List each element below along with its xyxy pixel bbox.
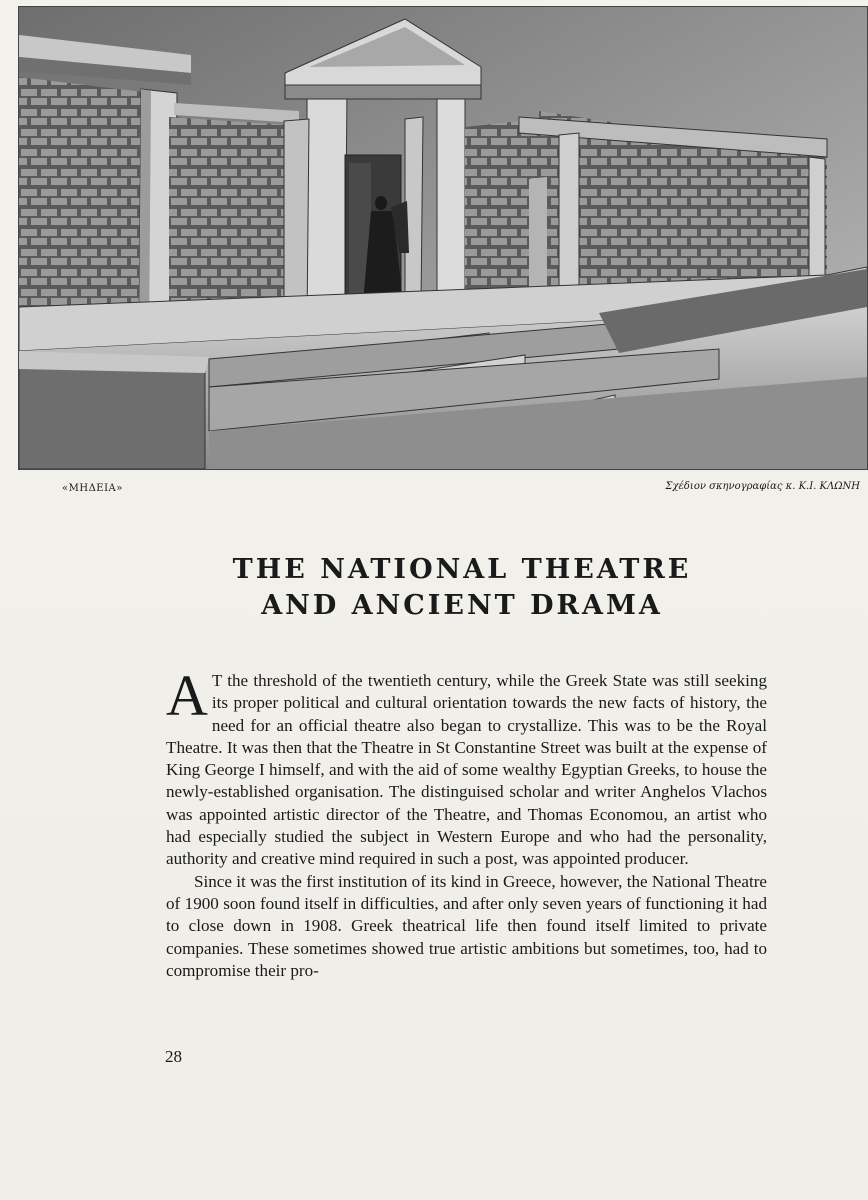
stage-set-illustration [18, 6, 868, 470]
illustration-caption-title: «ΜΗΔΕΙΑ» [62, 483, 123, 494]
illustration-caption-credit: Σχέδιον σκηνογραφίας κ. Κ.Ι. ΚΛΩΝΗ [665, 481, 860, 492]
paragraph-1 [166, 663, 767, 871]
article-title-line-2: AND ANCIENT DRAMA [261, 590, 663, 621]
drop-cap: A [166, 663, 208, 728]
article-body [166, 663, 767, 982]
paragraph-2: Since it was the first institution of its kind in Greece, however, the National Theatre of 1900 soon found itself in difficulties, and after only seven years of functioning it had to close down in 1908. Greek theatrical life then found itself limited to private companies. These sometimes showed true artistic ambitions but sometimes, too, had to compromise their pro- [166, 871, 767, 980]
paragraph-1-text: T the threshold of the twentieth century, while the Greek State was still seeking its proper political and cultural orientation towards the new facts of history, the need for an official theatre also began to crystallize. This was to be the Royal Theatre. It was then that the Theatre in St Constantine Street was built at the expense of King George I himself, and with the aid of some wealthy Egyptian Greeks, to house the newly-established organisation. The distinguised scholar and writer Anghelos Vlachos was appointed artistic director of the Theatre, and Thomas Economou, an artist who had especially studied the subject in Western Europe and who had the personality, authority and creative mind required in such a post, was appointed producer. [166, 671, 767, 869]
article-title-line-1: THE NATIONAL THEATRE [232, 554, 692, 585]
article-title [130, 552, 794, 624]
page-number: 28 [165, 1047, 182, 1066]
